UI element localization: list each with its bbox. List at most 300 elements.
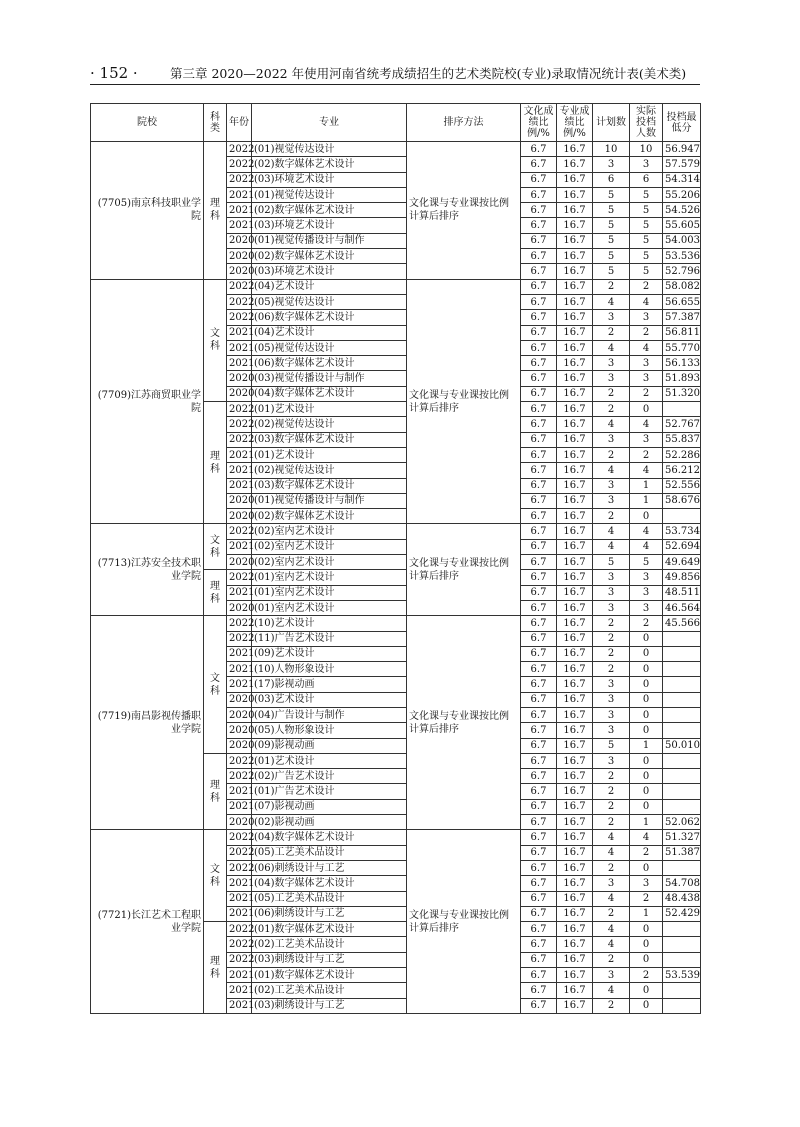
min-score-cell: 55.206 bbox=[663, 187, 701, 202]
plan-count-cell: 3 bbox=[593, 723, 630, 738]
actual-count-cell: 3 bbox=[630, 432, 663, 447]
major-cell: (06)刺绣设计与工艺 bbox=[252, 860, 407, 875]
school-name: (7713)江苏安全技术职业学院 bbox=[91, 524, 204, 616]
major-cell: (02)数字媒体艺术设计 bbox=[252, 203, 407, 218]
year-cell: 2022 bbox=[227, 172, 252, 187]
plan-count-cell: 2 bbox=[593, 906, 630, 921]
plan-count-cell: 2 bbox=[593, 646, 630, 661]
plan-count-cell: 3 bbox=[593, 753, 630, 768]
major-ratio-cell: 16.7 bbox=[557, 646, 593, 661]
min-score-cell bbox=[663, 860, 701, 875]
min-score-cell: 53.536 bbox=[663, 249, 701, 264]
major-cell: (09)影视动画 bbox=[252, 738, 407, 753]
culture-ratio-cell: 6.7 bbox=[521, 616, 557, 631]
plan-count-cell: 5 bbox=[593, 249, 630, 264]
major-cell: (03)视觉传播设计与制作 bbox=[252, 371, 407, 386]
year-cell: 2020 bbox=[227, 723, 252, 738]
major-cell: (06)数字媒体艺术设计 bbox=[252, 356, 407, 371]
major-ratio-cell: 16.7 bbox=[557, 585, 593, 600]
culture-ratio-cell: 6.7 bbox=[521, 937, 557, 952]
plan-count-cell: 3 bbox=[593, 707, 630, 722]
actual-count-cell: 4 bbox=[630, 417, 663, 432]
min-score-cell: 52.062 bbox=[663, 815, 701, 830]
min-score-cell: 56.947 bbox=[663, 142, 701, 157]
major-ratio-cell: 16.7 bbox=[557, 769, 593, 784]
major-ratio-cell: 16.7 bbox=[557, 340, 593, 355]
actual-count-cell: 4 bbox=[630, 294, 663, 309]
subject-category: 理科 bbox=[204, 142, 227, 280]
plan-count-cell: 4 bbox=[593, 417, 630, 432]
min-score-cell: 49.856 bbox=[663, 570, 701, 585]
subject-category: 文科 bbox=[204, 830, 227, 922]
major-cell: (04)数字媒体艺术设计 bbox=[252, 876, 407, 891]
major-cell: (01)视觉传达设计 bbox=[252, 187, 407, 202]
min-score-cell bbox=[663, 723, 701, 738]
year-cell: 2021 bbox=[227, 203, 252, 218]
actual-count-cell: 0 bbox=[630, 509, 663, 524]
culture-ratio-cell: 6.7 bbox=[521, 585, 557, 600]
actual-count-cell: 0 bbox=[630, 998, 663, 1013]
major-ratio-cell: 16.7 bbox=[557, 784, 593, 799]
year-cell: 2020 bbox=[227, 264, 252, 279]
min-score-cell: 56.212 bbox=[663, 463, 701, 478]
actual-count-cell: 3 bbox=[630, 600, 663, 615]
min-score-cell: 58.082 bbox=[663, 279, 701, 294]
min-score-cell bbox=[663, 646, 701, 661]
major-ratio-cell: 16.7 bbox=[557, 616, 593, 631]
culture-ratio-cell: 6.7 bbox=[521, 142, 557, 157]
major-cell: (02)室内艺术设计 bbox=[252, 539, 407, 554]
culture-ratio-cell: 6.7 bbox=[521, 478, 557, 493]
major-ratio-cell: 16.7 bbox=[557, 157, 593, 172]
page-header bbox=[90, 60, 700, 85]
culture-ratio-cell: 6.7 bbox=[521, 371, 557, 386]
major-cell: (01)视觉传播设计与制作 bbox=[252, 233, 407, 248]
culture-ratio-cell: 6.7 bbox=[521, 356, 557, 371]
year-cell: 2020 bbox=[227, 707, 252, 722]
year-cell: 2022 bbox=[227, 922, 252, 937]
actual-count-cell: 10 bbox=[630, 142, 663, 157]
ranking-method: 文化课与专业课按比例计算后排序 bbox=[407, 524, 521, 616]
culture-ratio-cell: 6.7 bbox=[521, 294, 557, 309]
min-score-cell bbox=[663, 631, 701, 646]
culture-ratio-cell: 6.7 bbox=[521, 187, 557, 202]
plan-count-cell: 2 bbox=[593, 447, 630, 462]
plan-count-cell: 6 bbox=[593, 172, 630, 187]
plan-count-cell: 3 bbox=[593, 356, 630, 371]
min-score-cell: 57.387 bbox=[663, 310, 701, 325]
culture-ratio-cell: 6.7 bbox=[521, 799, 557, 814]
min-score-cell bbox=[663, 784, 701, 799]
actual-count-cell: 0 bbox=[630, 799, 663, 814]
min-score-cell: 58.676 bbox=[663, 493, 701, 508]
table-row bbox=[91, 524, 701, 539]
plan-count-cell: 2 bbox=[593, 784, 630, 799]
plan-count-cell: 2 bbox=[593, 860, 630, 875]
year-cell: 2021 bbox=[227, 325, 252, 340]
min-score-cell bbox=[663, 402, 701, 417]
culture-ratio-cell: 6.7 bbox=[521, 447, 557, 462]
major-cell: (09)艺术设计 bbox=[252, 646, 407, 661]
actual-count-cell: 3 bbox=[630, 310, 663, 325]
plan-count-cell: 5 bbox=[593, 555, 630, 570]
min-score-cell bbox=[663, 952, 701, 967]
culture-ratio-cell: 6.7 bbox=[521, 815, 557, 830]
school-name: (7721)长江艺术工程职业学院 bbox=[91, 830, 204, 1014]
major-ratio-cell: 16.7 bbox=[557, 524, 593, 539]
min-score-cell: 52.286 bbox=[663, 447, 701, 462]
subject-category: 理科 bbox=[204, 570, 227, 616]
major-cell: (10)人物形象设计 bbox=[252, 662, 407, 677]
plan-count-cell: 4 bbox=[593, 524, 630, 539]
ranking-method: 文化课与专业课按比例计算后排序 bbox=[407, 142, 521, 280]
plan-count-cell: 4 bbox=[593, 922, 630, 937]
culture-ratio-cell: 6.7 bbox=[521, 279, 557, 294]
major-ratio-cell: 16.7 bbox=[557, 891, 593, 906]
plan-count-cell: 5 bbox=[593, 187, 630, 202]
year-cell: 2022 bbox=[227, 753, 252, 768]
major-ratio-cell: 16.7 bbox=[557, 294, 593, 309]
major-cell: (04)数字媒体艺术设计 bbox=[252, 386, 407, 401]
major-cell: (01)艺术设计 bbox=[252, 753, 407, 768]
plan-count-cell: 3 bbox=[593, 692, 630, 707]
actual-count-cell: 2 bbox=[630, 968, 663, 983]
school-name: (7709)江苏商贸职业学院 bbox=[91, 279, 204, 524]
major-cell: (05)视觉传达设计 bbox=[252, 294, 407, 309]
major-ratio-cell: 16.7 bbox=[557, 279, 593, 294]
culture-ratio-cell: 6.7 bbox=[521, 738, 557, 753]
min-score-cell: 53.539 bbox=[663, 968, 701, 983]
culture-ratio-cell: 6.7 bbox=[521, 922, 557, 937]
year-cell: 2020 bbox=[227, 371, 252, 386]
actual-count-cell: 2 bbox=[630, 447, 663, 462]
major-cell: (04)数字媒体艺术设计 bbox=[252, 830, 407, 845]
year-cell: 2021 bbox=[227, 356, 252, 371]
subject-category: 理科 bbox=[204, 753, 227, 829]
subject-category: 理科 bbox=[204, 922, 227, 1014]
culture-ratio-cell: 6.7 bbox=[521, 860, 557, 875]
year-cell: 2021 bbox=[227, 891, 252, 906]
major-ratio-cell: 16.7 bbox=[557, 539, 593, 554]
actual-count-cell: 5 bbox=[630, 249, 663, 264]
min-score-cell bbox=[663, 922, 701, 937]
major-ratio-cell: 16.7 bbox=[557, 432, 593, 447]
major-ratio-cell: 16.7 bbox=[557, 142, 593, 157]
year-cell: 2021 bbox=[227, 662, 252, 677]
actual-count-cell: 2 bbox=[630, 279, 663, 294]
min-score-cell bbox=[663, 707, 701, 722]
year-cell: 2021 bbox=[227, 968, 252, 983]
year-cell: 2021 bbox=[227, 876, 252, 891]
major-ratio-cell: 16.7 bbox=[557, 218, 593, 233]
min-score-cell: 48.438 bbox=[663, 891, 701, 906]
actual-count-cell: 0 bbox=[630, 769, 663, 784]
culture-ratio-cell: 6.7 bbox=[521, 753, 557, 768]
major-cell: (17)影视动画 bbox=[252, 677, 407, 692]
major-cell: (07)影视动画 bbox=[252, 799, 407, 814]
major-ratio-cell: 16.7 bbox=[557, 356, 593, 371]
actual-count-cell: 0 bbox=[630, 646, 663, 661]
actual-count-cell: 5 bbox=[630, 264, 663, 279]
year-cell: 2022 bbox=[227, 830, 252, 845]
culture-ratio-cell: 6.7 bbox=[521, 692, 557, 707]
year-cell: 2020 bbox=[227, 509, 252, 524]
culture-ratio-cell: 6.7 bbox=[521, 432, 557, 447]
actual-count-cell: 2 bbox=[630, 616, 663, 631]
col-header-subject: 科类 bbox=[204, 104, 227, 142]
year-cell: 2021 bbox=[227, 784, 252, 799]
col-header-major-ratio: 专业成绩比例/% bbox=[557, 104, 593, 142]
min-score-cell: 54.314 bbox=[663, 172, 701, 187]
col-header-school: 院校 bbox=[91, 104, 204, 142]
min-score-cell: 56.811 bbox=[663, 325, 701, 340]
year-cell: 2021 bbox=[227, 983, 252, 998]
year-cell: 2022 bbox=[227, 937, 252, 952]
min-score-cell: 52.429 bbox=[663, 906, 701, 921]
plan-count-cell: 2 bbox=[593, 386, 630, 401]
culture-ratio-cell: 6.7 bbox=[521, 555, 557, 570]
plan-count-cell: 2 bbox=[593, 325, 630, 340]
actual-count-cell: 0 bbox=[630, 692, 663, 707]
culture-ratio-cell: 6.7 bbox=[521, 463, 557, 478]
actual-count-cell: 5 bbox=[630, 187, 663, 202]
subject-category: 文科 bbox=[204, 616, 227, 754]
major-cell: (11)广告艺术设计 bbox=[252, 631, 407, 646]
culture-ratio-cell: 6.7 bbox=[521, 723, 557, 738]
major-ratio-cell: 16.7 bbox=[557, 493, 593, 508]
major-ratio-cell: 16.7 bbox=[557, 310, 593, 325]
plan-count-cell: 4 bbox=[593, 294, 630, 309]
ranking-method: 文化课与专业课按比例计算后排序 bbox=[407, 279, 521, 524]
year-cell: 2020 bbox=[227, 233, 252, 248]
major-cell: (02)工艺美术品设计 bbox=[252, 983, 407, 998]
actual-count-cell: 0 bbox=[630, 784, 663, 799]
culture-ratio-cell: 6.7 bbox=[521, 952, 557, 967]
year-cell: 2022 bbox=[227, 845, 252, 860]
major-ratio-cell: 16.7 bbox=[557, 187, 593, 202]
major-cell: (04)艺术设计 bbox=[252, 325, 407, 340]
plan-count-cell: 2 bbox=[593, 631, 630, 646]
major-cell: (03)数字媒体艺术设计 bbox=[252, 478, 407, 493]
major-cell: (01)视觉传达设计 bbox=[252, 142, 407, 157]
major-cell: (03)环境艺术设计 bbox=[252, 172, 407, 187]
table-row bbox=[91, 830, 701, 845]
culture-ratio-cell: 6.7 bbox=[521, 310, 557, 325]
major-cell: (02)影视动画 bbox=[252, 815, 407, 830]
actual-count-cell: 0 bbox=[630, 402, 663, 417]
plan-count-cell: 2 bbox=[593, 616, 630, 631]
major-ratio-cell: 16.7 bbox=[557, 723, 593, 738]
min-score-cell bbox=[663, 509, 701, 524]
year-cell: 2022 bbox=[227, 402, 252, 417]
culture-ratio-cell: 6.7 bbox=[521, 983, 557, 998]
major-ratio-cell: 16.7 bbox=[557, 815, 593, 830]
actual-count-cell: 0 bbox=[630, 983, 663, 998]
min-score-cell bbox=[663, 677, 701, 692]
year-cell: 2022 bbox=[227, 294, 252, 309]
culture-ratio-cell: 6.7 bbox=[521, 876, 557, 891]
year-cell: 2020 bbox=[227, 815, 252, 830]
plan-count-cell: 4 bbox=[593, 463, 630, 478]
major-cell: (01)广告艺术设计 bbox=[252, 784, 407, 799]
plan-count-cell: 4 bbox=[593, 539, 630, 554]
year-cell: 2020 bbox=[227, 386, 252, 401]
actual-count-cell: 2 bbox=[630, 386, 663, 401]
plan-count-cell: 3 bbox=[593, 157, 630, 172]
year-cell: 2020 bbox=[227, 600, 252, 615]
col-header-min-score: 投档最低分 bbox=[663, 104, 701, 142]
plan-count-cell: 2 bbox=[593, 509, 630, 524]
actual-count-cell: 4 bbox=[630, 340, 663, 355]
actual-count-cell: 1 bbox=[630, 478, 663, 493]
min-score-cell bbox=[663, 799, 701, 814]
year-cell: 2021 bbox=[227, 585, 252, 600]
major-cell: (01)数字媒体艺术设计 bbox=[252, 968, 407, 983]
culture-ratio-cell: 6.7 bbox=[521, 631, 557, 646]
plan-count-cell: 4 bbox=[593, 830, 630, 845]
year-cell: 2022 bbox=[227, 432, 252, 447]
min-score-cell: 50.010 bbox=[663, 738, 701, 753]
plan-count-cell: 2 bbox=[593, 662, 630, 677]
major-cell: (02)数字媒体艺术设计 bbox=[252, 157, 407, 172]
plan-count-cell: 2 bbox=[593, 402, 630, 417]
major-cell: (06)刺绣设计与工艺 bbox=[252, 906, 407, 921]
actual-count-cell: 6 bbox=[630, 172, 663, 187]
major-cell: (06)数字媒体艺术设计 bbox=[252, 310, 407, 325]
min-score-cell: 54.526 bbox=[663, 203, 701, 218]
culture-ratio-cell: 6.7 bbox=[521, 264, 557, 279]
major-cell: (02)数字媒体艺术设计 bbox=[252, 249, 407, 264]
year-cell: 2022 bbox=[227, 279, 252, 294]
culture-ratio-cell: 6.7 bbox=[521, 340, 557, 355]
major-ratio-cell: 16.7 bbox=[557, 753, 593, 768]
actual-count-cell: 2 bbox=[630, 891, 663, 906]
min-score-cell: 55.837 bbox=[663, 432, 701, 447]
culture-ratio-cell: 6.7 bbox=[521, 600, 557, 615]
min-score-cell: 45.566 bbox=[663, 616, 701, 631]
culture-ratio-cell: 6.7 bbox=[521, 662, 557, 677]
plan-count-cell: 3 bbox=[593, 432, 630, 447]
year-cell: 2022 bbox=[227, 310, 252, 325]
min-score-cell: 48.511 bbox=[663, 585, 701, 600]
actual-count-cell: 0 bbox=[630, 753, 663, 768]
ranking-method: 文化课与专业课按比例计算后排序 bbox=[407, 830, 521, 1014]
min-score-cell: 55.605 bbox=[663, 218, 701, 233]
culture-ratio-cell: 6.7 bbox=[521, 417, 557, 432]
major-cell: (05)视觉传达设计 bbox=[252, 340, 407, 355]
major-ratio-cell: 16.7 bbox=[557, 845, 593, 860]
actual-count-cell: 0 bbox=[630, 723, 663, 738]
culture-ratio-cell: 6.7 bbox=[521, 325, 557, 340]
min-score-cell: 55.770 bbox=[663, 340, 701, 355]
culture-ratio-cell: 6.7 bbox=[521, 157, 557, 172]
subject-category: 文科 bbox=[204, 524, 227, 570]
min-score-cell: 54.708 bbox=[663, 876, 701, 891]
plan-count-cell: 5 bbox=[593, 233, 630, 248]
actual-count-cell: 5 bbox=[630, 218, 663, 233]
year-cell: 2022 bbox=[227, 157, 252, 172]
actual-count-cell: 3 bbox=[630, 157, 663, 172]
min-score-cell: 56.655 bbox=[663, 294, 701, 309]
year-cell: 2022 bbox=[227, 769, 252, 784]
actual-count-cell: 4 bbox=[630, 830, 663, 845]
year-cell: 2020 bbox=[227, 738, 252, 753]
major-ratio-cell: 16.7 bbox=[557, 998, 593, 1013]
actual-count-cell: 0 bbox=[630, 707, 663, 722]
year-cell: 2021 bbox=[227, 478, 252, 493]
actual-count-cell: 5 bbox=[630, 233, 663, 248]
actual-count-cell: 4 bbox=[630, 463, 663, 478]
major-ratio-cell: 16.7 bbox=[557, 738, 593, 753]
major-ratio-cell: 16.7 bbox=[557, 876, 593, 891]
plan-count-cell: 4 bbox=[593, 891, 630, 906]
col-header-plan: 计划数 bbox=[593, 104, 630, 142]
culture-ratio-cell: 6.7 bbox=[521, 218, 557, 233]
major-ratio-cell: 16.7 bbox=[557, 983, 593, 998]
plan-count-cell: 3 bbox=[593, 585, 630, 600]
year-cell: 2022 bbox=[227, 142, 252, 157]
plan-count-cell: 10 bbox=[593, 142, 630, 157]
culture-ratio-cell: 6.7 bbox=[521, 386, 557, 401]
culture-ratio-cell: 6.7 bbox=[521, 203, 557, 218]
table-row bbox=[91, 616, 701, 631]
actual-count-cell: 1 bbox=[630, 815, 663, 830]
major-cell: (03)艺术设计 bbox=[252, 692, 407, 707]
actual-count-cell: 0 bbox=[630, 662, 663, 677]
min-score-cell: 49.649 bbox=[663, 555, 701, 570]
culture-ratio-cell: 6.7 bbox=[521, 845, 557, 860]
year-cell: 2022 bbox=[227, 570, 252, 585]
major-cell: (05)工艺美术品设计 bbox=[252, 891, 407, 906]
min-score-cell: 56.133 bbox=[663, 356, 701, 371]
min-score-cell: 52.556 bbox=[663, 478, 701, 493]
culture-ratio-cell: 6.7 bbox=[521, 707, 557, 722]
plan-count-cell: 3 bbox=[593, 677, 630, 692]
major-cell: (05)工艺美术品设计 bbox=[252, 845, 407, 860]
min-score-cell bbox=[663, 662, 701, 677]
actual-count-cell: 0 bbox=[630, 631, 663, 646]
plan-count-cell: 3 bbox=[593, 493, 630, 508]
year-cell: 2021 bbox=[227, 998, 252, 1013]
culture-ratio-cell: 6.7 bbox=[521, 402, 557, 417]
min-score-cell: 51.327 bbox=[663, 830, 701, 845]
plan-count-cell: 2 bbox=[593, 998, 630, 1013]
major-cell: (02)广告艺术设计 bbox=[252, 769, 407, 784]
subject-category: 理科 bbox=[204, 402, 227, 524]
min-score-cell bbox=[663, 998, 701, 1013]
year-cell: 2022 bbox=[227, 631, 252, 646]
plan-count-cell: 2 bbox=[593, 952, 630, 967]
major-ratio-cell: 16.7 bbox=[557, 264, 593, 279]
major-ratio-cell: 16.7 bbox=[557, 707, 593, 722]
plan-count-cell: 2 bbox=[593, 769, 630, 784]
min-score-cell bbox=[663, 983, 701, 998]
major-cell: (01)室内艺术设计 bbox=[252, 600, 407, 615]
min-score-cell bbox=[663, 769, 701, 784]
major-cell: (03)刺绣设计与工艺 bbox=[252, 998, 407, 1013]
major-ratio-cell: 16.7 bbox=[557, 937, 593, 952]
major-ratio-cell: 16.7 bbox=[557, 233, 593, 248]
actual-count-cell: 3 bbox=[630, 371, 663, 386]
year-cell: 2022 bbox=[227, 952, 252, 967]
culture-ratio-cell: 6.7 bbox=[521, 998, 557, 1013]
plan-count-cell: 3 bbox=[593, 968, 630, 983]
col-header-major: 专业 bbox=[252, 104, 407, 142]
table-row bbox=[91, 279, 701, 294]
major-cell: (03)数字媒体艺术设计 bbox=[252, 432, 407, 447]
year-cell: 2021 bbox=[227, 799, 252, 814]
min-score-cell: 51.387 bbox=[663, 845, 701, 860]
